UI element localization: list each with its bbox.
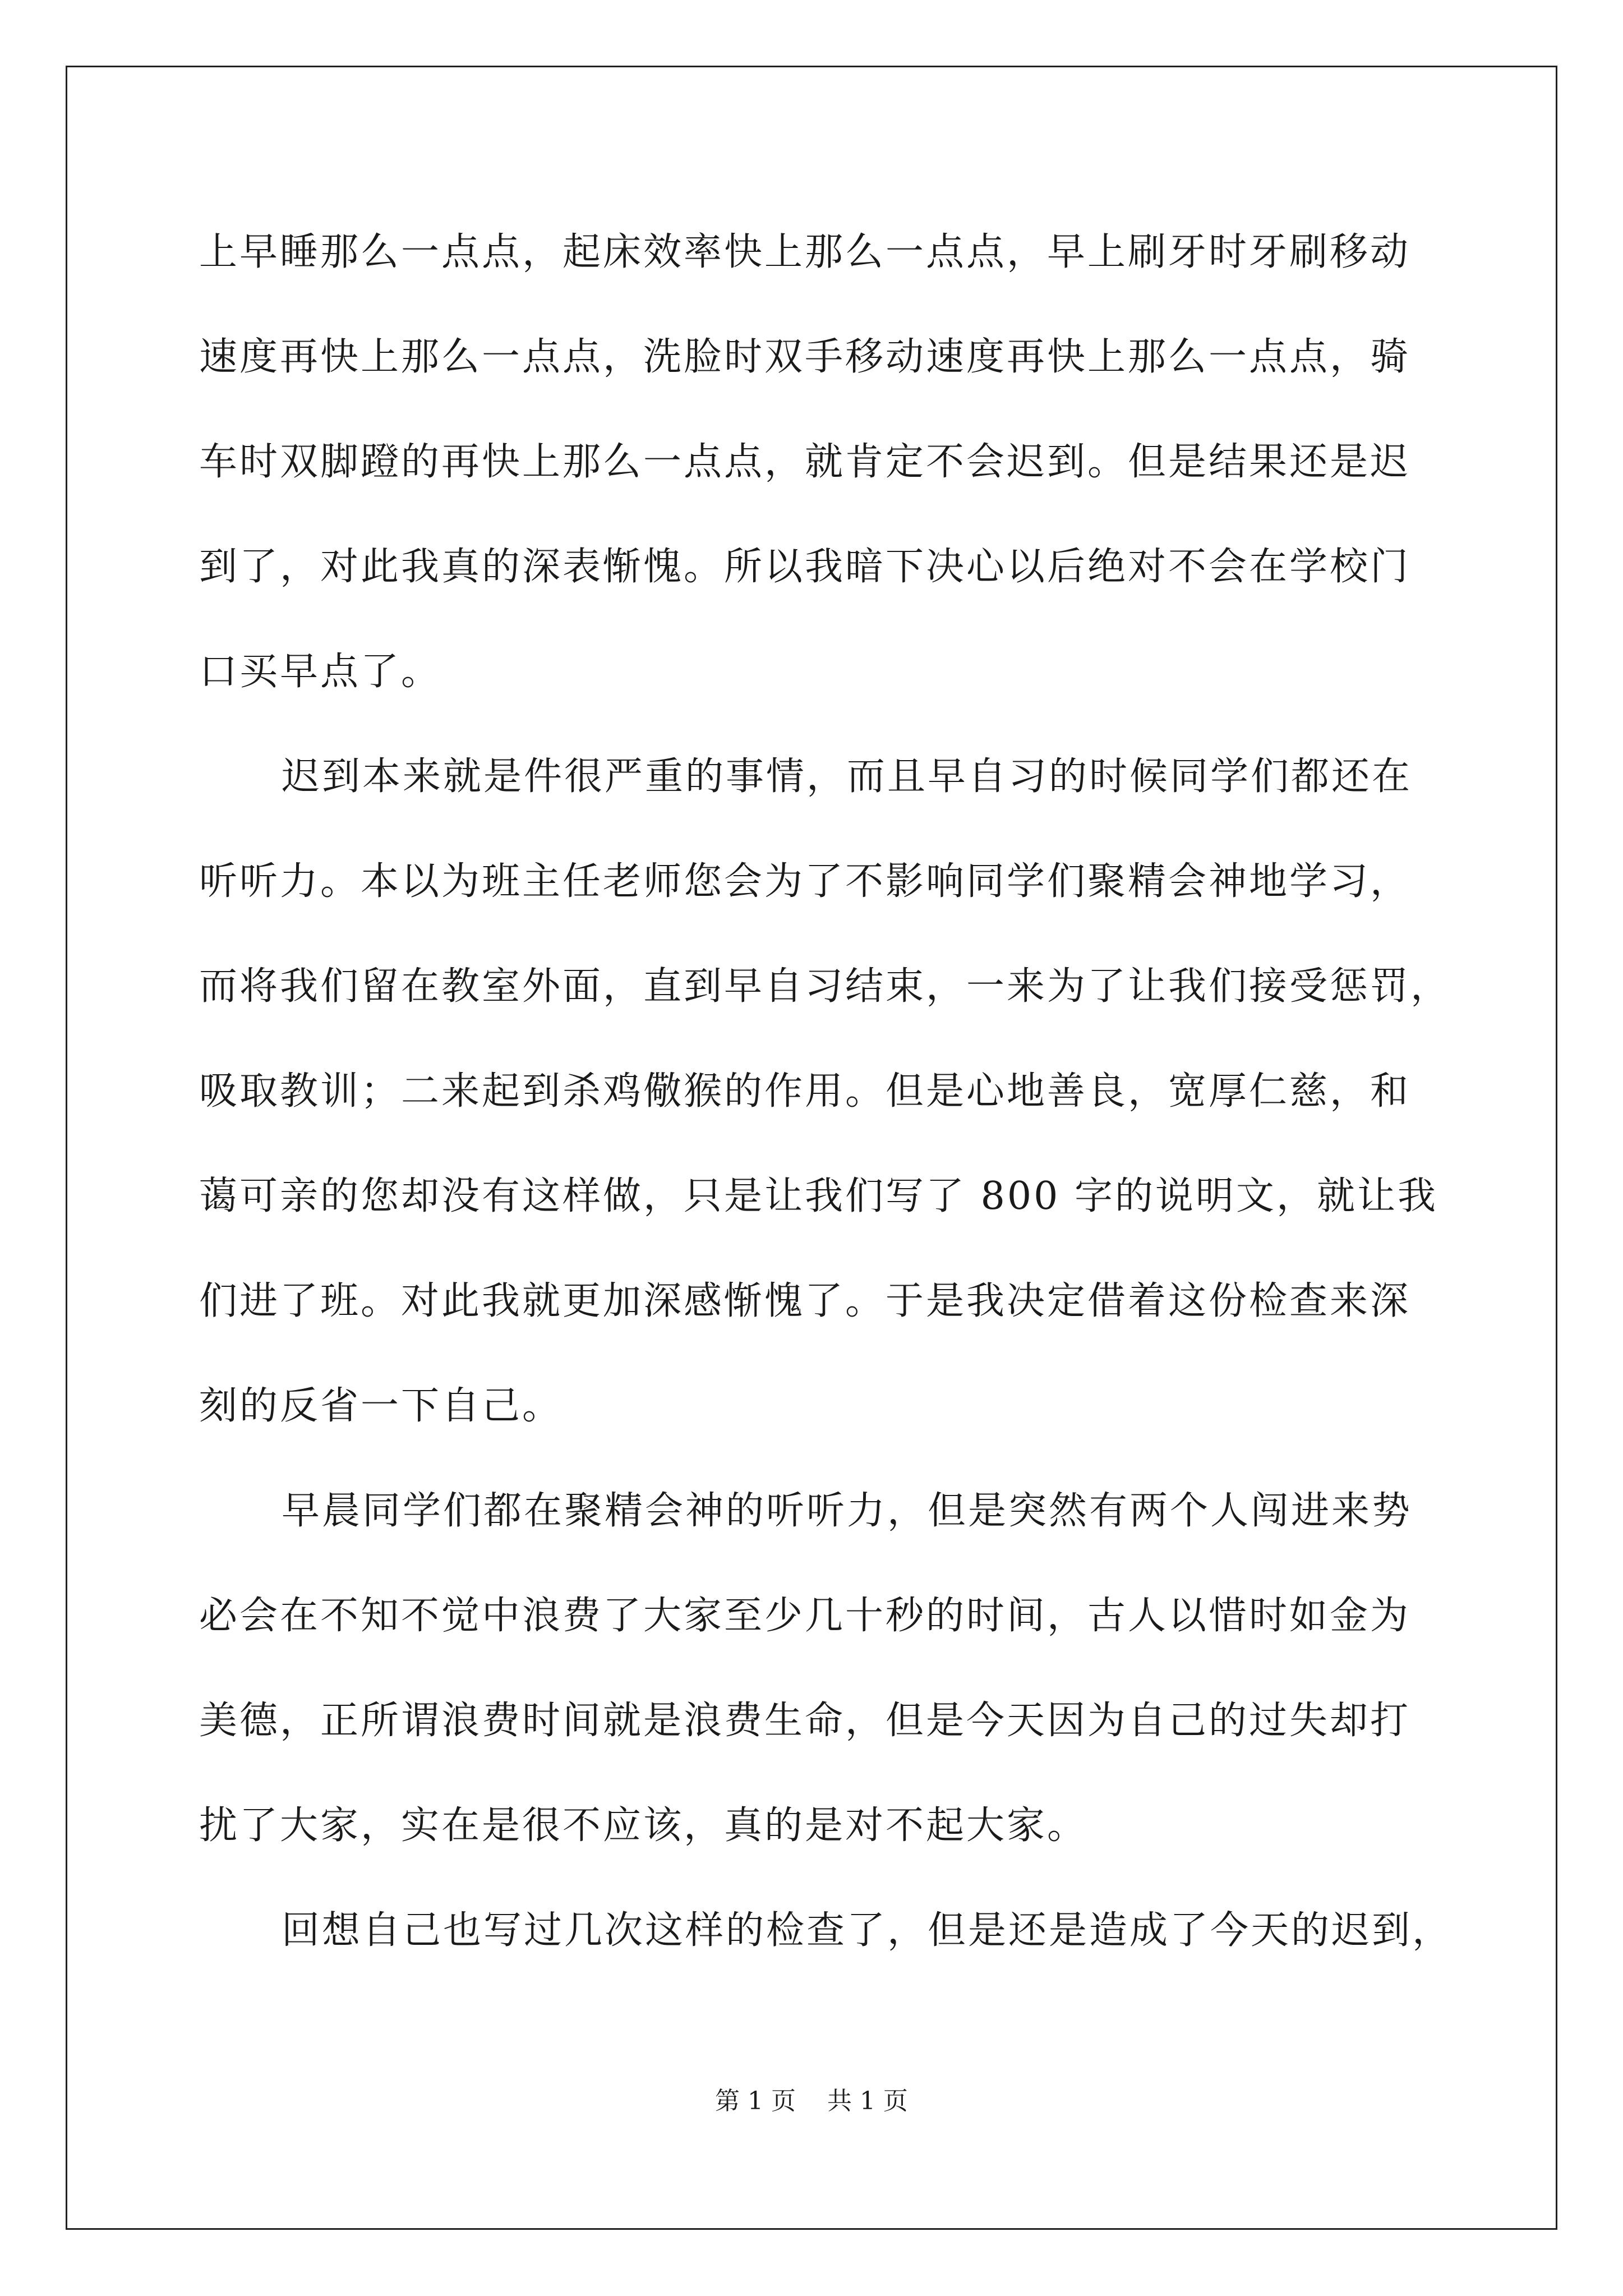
text-line: 刻的反省一下自己。: [199, 1384, 563, 1428]
text-line: 而将我们留在教室外面，直到早自习结束，一来为了让我们接受惩罚，: [199, 964, 1451, 1009]
text-line: 上早睡那么一点点，起床效率快上那么一点点，早上刷牙时牙刷移动: [199, 230, 1411, 274]
text-line: 车时双脚蹬的再快上那么一点点，就肯定不会迟到。但是结果还是迟: [199, 440, 1411, 484]
text-line: 听听力。本以为班主任老师您会为了不影响同学们聚精会神地学习，: [199, 859, 1411, 904]
text-line: 口买早点了。: [199, 650, 442, 694]
paragraph-first-line: 回想自己也写过几次这样的检查了，但是还是造成了今天的迟到，: [282, 1908, 1453, 1953]
text-line: 们进了班。对此我就更加深感惭愧了。于是我决定借着这份检查来深: [199, 1279, 1411, 1323]
text-line: 速度再快上那么一点点，洗脸时双手移动速度再快上那么一点点，骑: [199, 335, 1411, 379]
text-line: 扰了大家，实在是很不应该，真的是对不起大家。: [199, 1803, 1088, 1848]
paragraph-first-line: 迟到本来就是件很严重的事情，而且早自习的时候同学们都还在: [282, 754, 1413, 799]
page-number-footer: 第 1 页 共 1 页: [715, 2087, 908, 2115]
document-body: [199, 213, 1453, 1996]
paragraph-first-line: 早晨同学们都在聚精会神的听听力，但是突然有两个人闯进来势: [282, 1489, 1413, 1533]
text-line: 吸取教训；二来起到杀鸡儆猴的作用。但是心地善良，宽厚仁慈，和: [199, 1069, 1411, 1114]
text-line: 到了，对此我真的深表惭愧。所以我暗下决心以后绝对不会在学校门: [199, 545, 1411, 589]
text-line: 蔼可亲的您却没有这样做，只是让我们写了 800 字的说明文，就让我: [199, 1174, 1438, 1218]
text-line: 美德，正所谓浪费时间就是浪费生命，但是今天因为自己的过失却打: [199, 1699, 1411, 1743]
text-line: 必会在不知不觉中浪费了大家至少几十秒的时间，古人以惜时如金为: [199, 1594, 1411, 1638]
